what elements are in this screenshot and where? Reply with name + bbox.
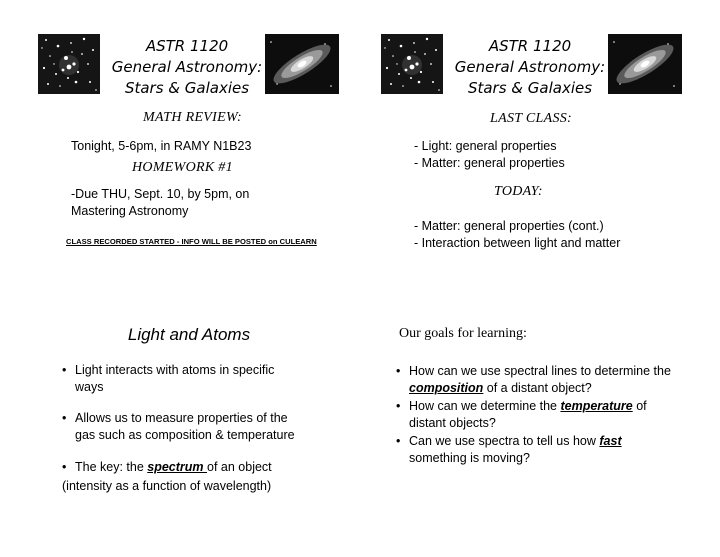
today-list [414, 218, 620, 252]
course-name: General Astronomy: [454, 58, 606, 76]
homework-heading: HOMEWORK #1 [132, 160, 233, 175]
course-name: General Astronomy: [111, 58, 263, 76]
slide-title: Light and Atoms [127, 325, 251, 344]
goal-item: • Can we use spectra to tell us how fast something is moving? [396, 433, 676, 466]
homework-line-1: -Due THU, Sept. 10, by 5pm, on [71, 187, 250, 201]
galaxy-image [265, 34, 339, 94]
star-cluster-image [38, 34, 100, 94]
bullet-item: • Allows us to measure properties of the gas such as composition & temperature [62, 410, 322, 443]
course-title [440, 36, 620, 99]
last-class-heading: LAST CLASS: [490, 111, 573, 126]
galaxy-image [608, 34, 682, 94]
spectrum-emphasis: spectrum [147, 460, 208, 474]
math-review-heading: MATH REVIEW: [143, 110, 242, 125]
course-code: ASTR 1120 [145, 37, 229, 55]
slide-title: Our goals for learning: [399, 326, 527, 341]
recording-notice: CLASS RECORDED STARTED - INFO WILL BE POSTED on CULEARN [66, 237, 317, 246]
today-item: - Matter: general properties (cont.) [414, 219, 604, 233]
last-class-item: - Matter: general properties [414, 156, 565, 170]
temperature-emphasis: temperature [560, 399, 633, 413]
light-atoms-bullets [62, 362, 322, 476]
math-review-text: Tonight, 5-6pm, in RAMY N1B23 [71, 139, 252, 153]
bullet-item: • Light interacts with atoms in specific ways [62, 362, 322, 395]
today-heading: TODAY: [494, 184, 543, 199]
learning-goals [396, 363, 676, 466]
last-class-item: - Light: general properties [414, 139, 557, 153]
fast-emphasis: fast [599, 434, 622, 448]
last-class-list [414, 138, 565, 172]
course-subtitle: Stars & Galaxies [467, 79, 593, 97]
homework-text [71, 186, 249, 220]
homework-line-2: Mastering Astronomy [71, 204, 189, 218]
goal-item: • How can we determine the temperature of distant objects? [396, 398, 676, 431]
bullet-continuation: (intensity as a function of wavelength) [62, 479, 272, 493]
course-code: ASTR 1120 [488, 37, 572, 55]
bullet-item: • The key: the spectrum of an object [62, 459, 322, 476]
goal-item: • How can we use spectral lines to determine the composition of a distant object? [396, 363, 676, 396]
composition-emphasis: composition [409, 380, 484, 395]
star-cluster-image [381, 34, 443, 94]
course-title [97, 36, 277, 99]
course-subtitle: Stars & Galaxies [124, 79, 250, 97]
today-item: - Interaction between light and matter [414, 236, 621, 250]
